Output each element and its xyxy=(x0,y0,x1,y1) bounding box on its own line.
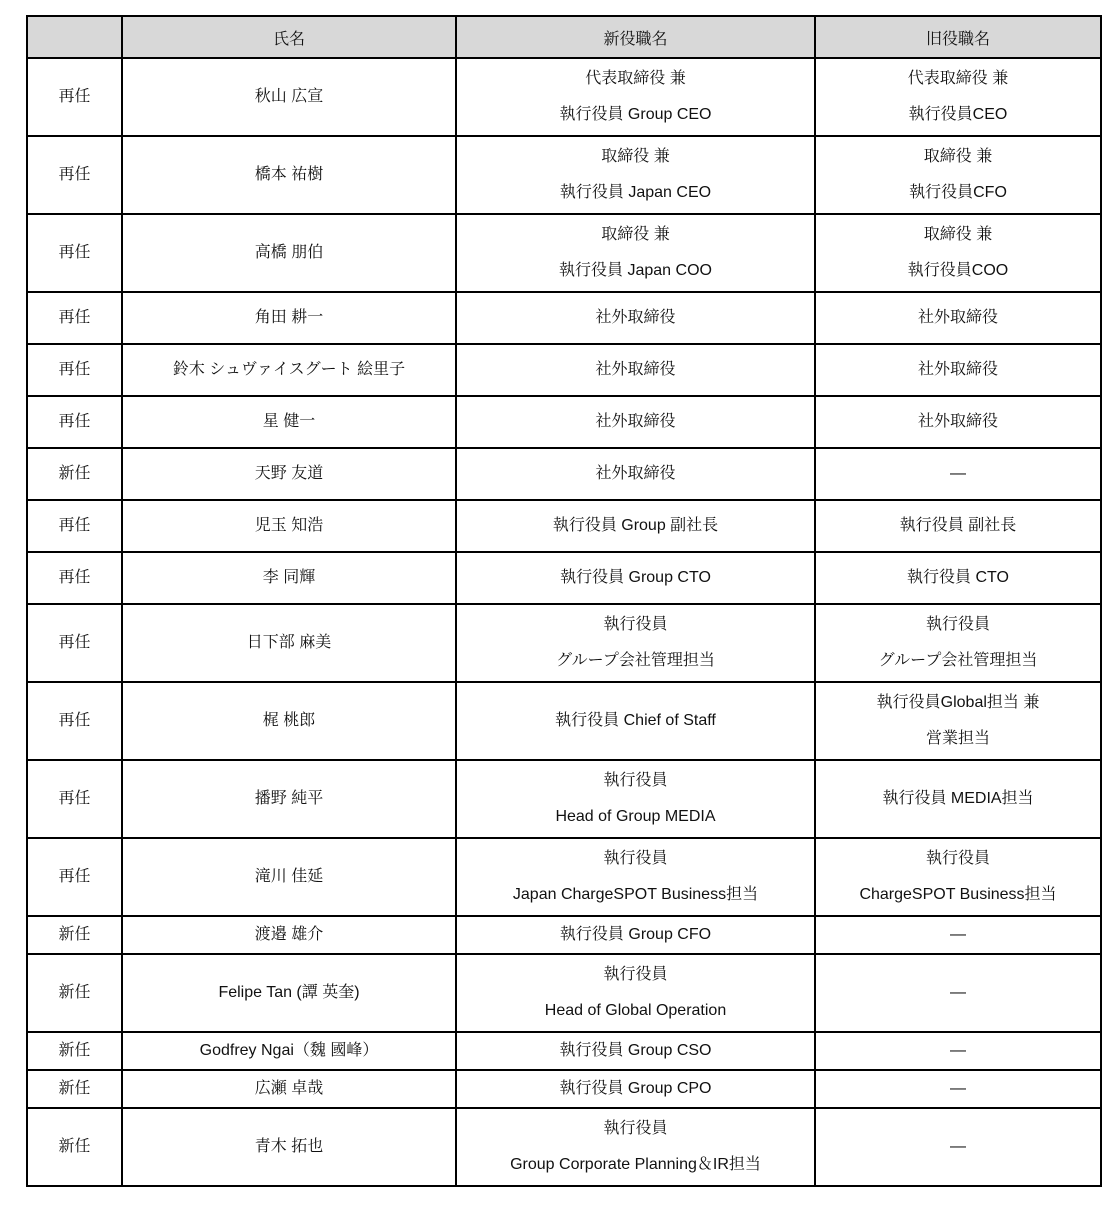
table-row xyxy=(27,500,1101,552)
status-cell: 再任 xyxy=(27,552,122,604)
name-cell: 李 同輝 xyxy=(122,552,456,604)
old-title-cell: ― xyxy=(815,954,1101,1032)
header-status xyxy=(27,16,122,58)
old-title-cell: 執行役員 グループ会社管理担当 xyxy=(815,604,1101,682)
name-cell: 星 健一 xyxy=(122,396,456,448)
new-title-cell: 執行役員 Group Corporate Planning＆IR担当 xyxy=(456,1108,815,1186)
new-title-cell: 社外取締役 xyxy=(456,396,815,448)
new-title-cell: 取締役 兼 執行役員 Japan COO xyxy=(456,214,815,292)
new-title-cell: 執行役員 Chief of Staff xyxy=(456,682,815,760)
new-title-cell: 執行役員 グループ会社管理担当 xyxy=(456,604,815,682)
new-title-cell: 社外取締役 xyxy=(456,344,815,396)
status-cell: 再任 xyxy=(27,292,122,344)
old-title-cell: 社外取締役 xyxy=(815,396,1101,448)
status-cell: 再任 xyxy=(27,136,122,214)
header-old-title: 旧役職名 xyxy=(815,16,1101,58)
name-cell: 青木 拓也 xyxy=(122,1108,456,1186)
table-row xyxy=(27,214,1101,292)
table-row xyxy=(27,58,1101,136)
status-cell: 新任 xyxy=(27,1070,122,1108)
name-cell: 児玉 知浩 xyxy=(122,500,456,552)
name-cell: 橋本 祐樹 xyxy=(122,136,456,214)
table-row xyxy=(27,552,1101,604)
new-title-cell: 執行役員 Group CTO xyxy=(456,552,815,604)
old-title-cell: 代表取締役 兼 執行役員CEO xyxy=(815,58,1101,136)
old-title-cell: 執行役員 CTO xyxy=(815,552,1101,604)
old-title-cell: 執行役員 ChargeSPOT Business担当 xyxy=(815,838,1101,916)
old-title-cell: 取締役 兼 執行役員CFO xyxy=(815,136,1101,214)
name-cell: 秋山 広宣 xyxy=(122,58,456,136)
table-row xyxy=(27,682,1101,760)
status-cell: 再任 xyxy=(27,344,122,396)
table-row xyxy=(27,136,1101,214)
table-row xyxy=(27,292,1101,344)
new-title-cell: 執行役員 Group 副社長 xyxy=(456,500,815,552)
old-title-cell: 社外取締役 xyxy=(815,292,1101,344)
new-title-cell: 社外取締役 xyxy=(456,448,815,500)
name-cell: 渡邉 雄介 xyxy=(122,916,456,954)
status-cell: 新任 xyxy=(27,1032,122,1070)
status-cell: 新任 xyxy=(27,954,122,1032)
name-cell: Godfrey Ngai（魏 國峰） xyxy=(122,1032,456,1070)
status-cell: 新任 xyxy=(27,916,122,954)
table-header xyxy=(27,16,1101,58)
status-cell: 再任 xyxy=(27,760,122,838)
old-title-cell: ― xyxy=(815,1108,1101,1186)
table-row xyxy=(27,838,1101,916)
old-title-cell: ― xyxy=(815,1032,1101,1070)
status-cell: 新任 xyxy=(27,1108,122,1186)
table-row xyxy=(27,604,1101,682)
old-title-cell: 社外取締役 xyxy=(815,344,1101,396)
old-title-cell: 取締役 兼 執行役員COO xyxy=(815,214,1101,292)
name-cell: Felipe Tan (譚 英奎) xyxy=(122,954,456,1032)
new-title-cell: 執行役員 Group CSO xyxy=(456,1032,815,1070)
status-cell: 再任 xyxy=(27,838,122,916)
name-cell: 日下部 麻美 xyxy=(122,604,456,682)
table-row xyxy=(27,954,1101,1032)
table-row xyxy=(27,760,1101,838)
name-cell: 広瀬 卓哉 xyxy=(122,1070,456,1108)
name-cell: 梶 桃郎 xyxy=(122,682,456,760)
table-row xyxy=(27,344,1101,396)
status-cell: 再任 xyxy=(27,396,122,448)
table-body xyxy=(27,58,1101,1186)
status-cell: 再任 xyxy=(27,58,122,136)
status-cell: 再任 xyxy=(27,682,122,760)
name-cell: 角田 耕一 xyxy=(122,292,456,344)
name-cell: 天野 友道 xyxy=(122,448,456,500)
new-title-cell: 執行役員 Japan ChargeSPOT Business担当 xyxy=(456,838,815,916)
old-title-cell: ― xyxy=(815,448,1101,500)
status-cell: 新任 xyxy=(27,448,122,500)
new-title-cell: 執行役員 Head of Group MEDIA xyxy=(456,760,815,838)
old-title-cell: ― xyxy=(815,1070,1101,1108)
header-name: 氏名 xyxy=(122,16,456,58)
new-title-cell: 代表取締役 兼 執行役員 Group CEO xyxy=(456,58,815,136)
table-row xyxy=(27,916,1101,954)
name-cell: 鈴木 シュヴァイスグート 絵里子 xyxy=(122,344,456,396)
table-row xyxy=(27,396,1101,448)
status-cell: 再任 xyxy=(27,604,122,682)
header-new-title: 新役職名 xyxy=(456,16,815,58)
new-title-cell: 執行役員 Group CFO xyxy=(456,916,815,954)
header-row xyxy=(27,16,1101,58)
name-cell: 高橋 朋伯 xyxy=(122,214,456,292)
table-row xyxy=(27,1070,1101,1108)
name-cell: 播野 純平 xyxy=(122,760,456,838)
new-title-cell: 執行役員 Head of Global Operation xyxy=(456,954,815,1032)
new-title-cell: 執行役員 Group CPO xyxy=(456,1070,815,1108)
new-title-cell: 取締役 兼 執行役員 Japan CEO xyxy=(456,136,815,214)
table-row xyxy=(27,1108,1101,1186)
table-row xyxy=(27,1032,1101,1070)
name-cell: 滝川 佳延 xyxy=(122,838,456,916)
status-cell: 再任 xyxy=(27,500,122,552)
old-title-cell: 執行役員Global担当 兼 営業担当 xyxy=(815,682,1101,760)
new-title-cell: 社外取締役 xyxy=(456,292,815,344)
old-title-cell: 執行役員 副社長 xyxy=(815,500,1101,552)
status-cell: 再任 xyxy=(27,214,122,292)
appointments-table xyxy=(26,15,1102,1187)
old-title-cell: 執行役員 MEDIA担当 xyxy=(815,760,1101,838)
old-title-cell: ― xyxy=(815,916,1101,954)
table-row xyxy=(27,448,1101,500)
